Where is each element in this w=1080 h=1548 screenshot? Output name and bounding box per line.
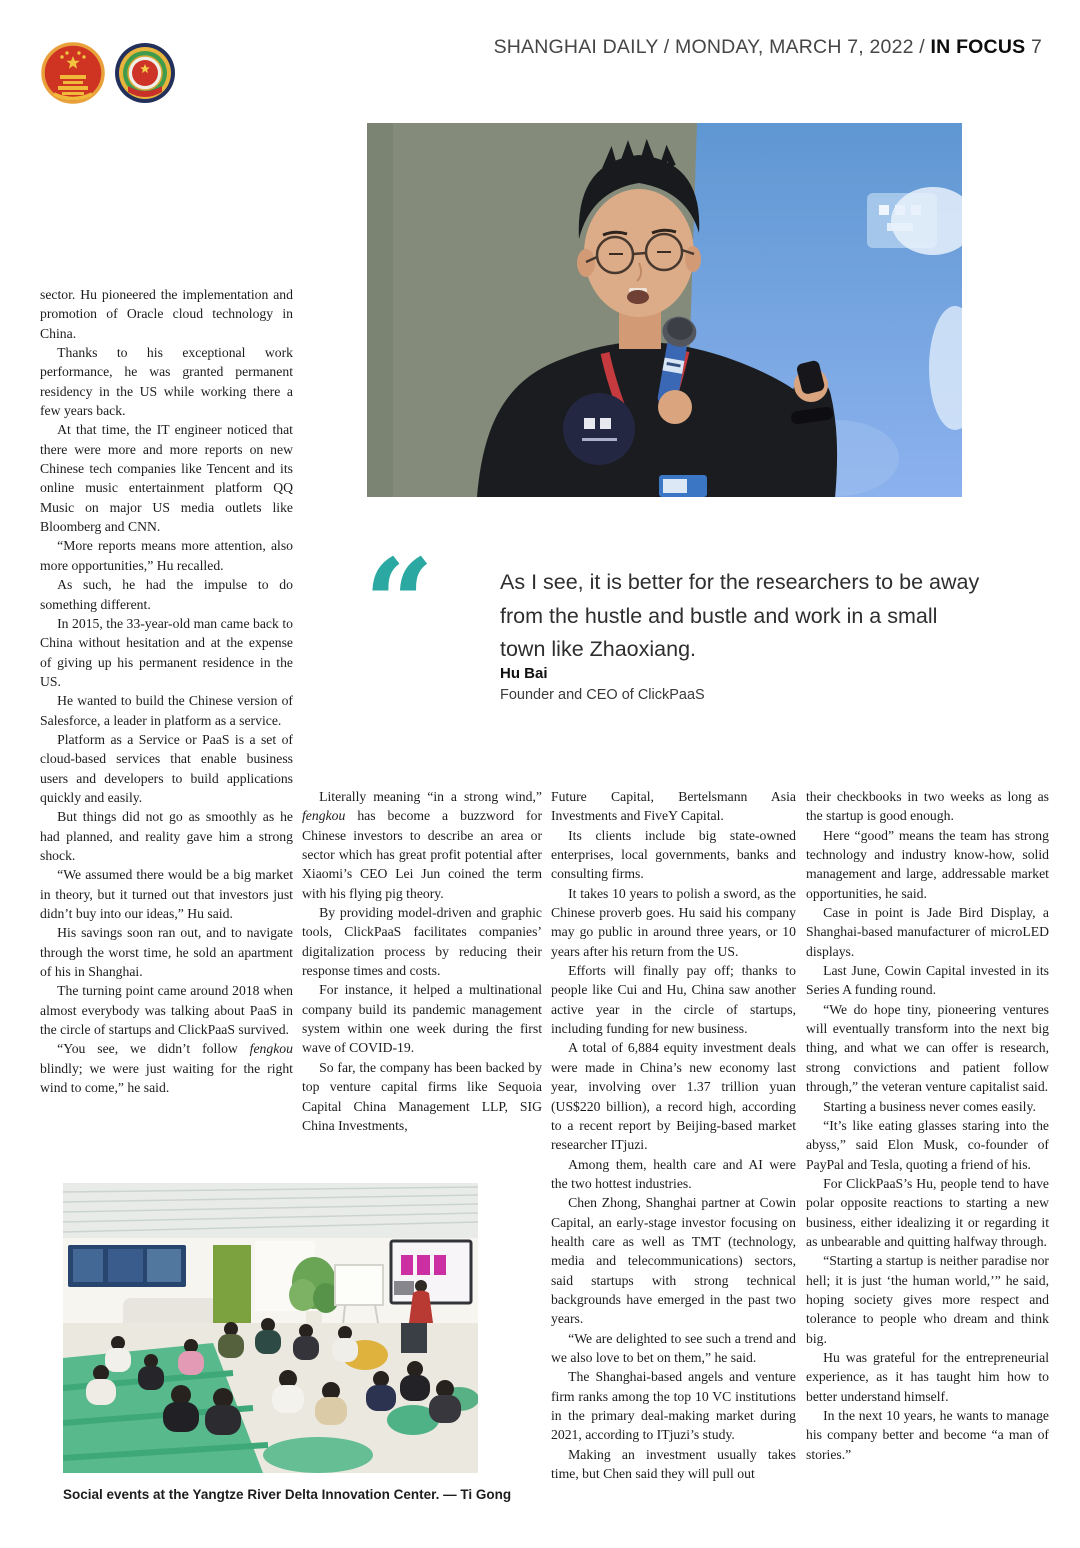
article-paragraph: their checkbooks in two weeks as long as the startup is good enough. [806,789,1049,824]
article-paragraph: Hu was grateful for the entrepreneurial experience, as it has taught him how to better understand himself. [806,1349,1049,1404]
masthead-date-text: SHANGHAI DAILY / MONDAY, MARCH 7, 2022 / [493,36,931,58]
cppcc-emblem-icon [112,42,178,111]
article-paragraph: “Starting a startup is neither paradise nor hell; it is just ‘the human world,’” he said, hoping society gives more respect and tolerance to people who dream and think big. [806,1253,1049,1346]
article-paragraph: “It’s like eating glasses staring into the abyss,” said Elon Musk, co-founder of PayPal and Tesla, quoting a friend of his. [806,1117,1049,1172]
article-paragraph: But things did not go as smoothly as he had planned, and reality gave him a strong shock. [40,809,293,863]
article-paragraph: The turning point came around 2018 when almost everybody was talking about PaaS in the circle of startups and ClickPaaS survived. [40,983,293,1038]
article-paragraph: “You see, we didn’t follow fengkou blindly; we were just waiting for the right wind to come,” he said. [40,1041,293,1096]
article-column-4 [806,787,1049,1464]
article-paragraph: “More reports means more attention, also more opportunities,” Hu recalled. [40,538,293,573]
main-photo [367,123,962,497]
article-paragraph: Literally meaning “in a strong wind,” fengkou has become a buzzword for Chinese investors to describe an area or sector which has great profit potential after Xiaomi’s CEO Lei Jun coined the term with his flying pig theory. [302,789,542,901]
prc-national-emblem-icon [40,42,106,111]
article-paragraph: Among them, health care and AI were the two hottest industries. [551,1156,796,1191]
whiteboard [335,1265,383,1305]
article-column-2 [302,787,542,1135]
article-paragraph: By providing model-driven and graphic tools, ClickPaaS facilitates companies’ digitalization process by reducing their response times and costs. [302,905,542,979]
quote-attribution-title: Founder and CEO of ClickPaaS [500,687,705,703]
article-paragraph: For ClickPaaS’s Hu, people tend to have polar opposite reactions to starting a new business, either idealizing it or regarding it as unbearable and quitting halfway through. [806,1175,1049,1249]
article-paragraph: Its clients include big state-owned enterprises, local governments, banks and consulting firms. [551,827,796,882]
section-title: IN FOCUS [930,36,1026,58]
article-paragraph: Future Capital, Bertelsmann Asia Investments and FiveY Capital. [551,789,796,824]
article-paragraph: His savings soon ran out, and to navigate through the worst time, he sold an apartment of his in Shanghai. [40,925,293,980]
photo-caption: Social events at the Yangtze River Delta Innovation Center. — Ti Gong [63,1487,512,1502]
article-paragraph: Thanks to his exceptional work performance, he was granted permanent residency in the US while working there a few years back. [40,345,293,419]
article-paragraph: Making an investment usually takes time, but Chen said they will pull out [551,1446,796,1482]
article-paragraph: A total of 6,884 equity investment deals were made in China’s new economy last year, involving over 1.37 trillion yuan (US$220 billion), a record high, according to a recent report by Beijing-based market researcher ITjuzi. [551,1040,796,1153]
article-paragraph: Efforts will finally pay off; thanks to people like Cui and Hu, China saw another active year in the circle of startups, including funding for new business. [551,963,796,1037]
article-paragraph: Chen Zhong, Shanghai partner at Cowin Capital, an early-stage investor focusing on health care as well as TMT (technology, media and telecommunications) sectors, said startups with strong technical backgrounds have emerged in the past two years. [551,1195,796,1327]
article-paragraph: sector. Hu pioneered the implementation and promotion of Oracle cloud technology in China. [40,287,293,341]
article-paragraph: The Shanghai-based angels and venture firm ranks among the top 10 VC institutions in the primary deal-making market during 2021, according to ITjuzi’s study. [551,1369,796,1443]
article-paragraph: Last June, Cowin Capital invested in its Series A funding round. [806,963,1049,998]
quote-mark-icon: “ [364,531,435,675]
speaker-mouth [627,290,649,304]
article-paragraph: “We do hope tiny, pioneering ventures will eventually transform into the next big thing, and what we can offer is research, strong convictions and patient follow through,” the veteran venture capitalist said. [806,1001,1049,1095]
article-paragraph: “We are delighted to see such a trend and we also love to bet on them,” he said. [551,1330,796,1365]
article-paragraph: In 2015, the 33-year-old man came back to China without hesitation and at the expense of giving up his permanent residence in the US. [40,615,293,689]
shirt-badge-patch [563,393,635,465]
quote-attribution-name: Hu Bai [500,665,548,682]
article-column-3 [551,787,796,1483]
article-column-1 [40,285,293,1097]
article-paragraph: As such, he had the impulse to do something different. [40,577,293,612]
article-paragraph: Starting a business never comes easily. [823,1098,1036,1114]
page-number: 7 [1025,36,1042,58]
bottom-photo [63,1183,478,1473]
article-paragraph: So far, the company has been backed by top venture capital firms like Sequoia Capital China Management LLP, SIG China Investments, [302,1059,542,1133]
article-paragraph: “We assumed there would be a big market in theory, but it turned out that investors just didn’t buy into our ideas,” Hu said. [40,867,293,921]
pull-quote-text: As I see, it is better for the researchers to be away from the hustle and bustle and work in a small town like Zhaoxiang. [500,570,980,661]
article-paragraph: Case in point is Jade Bird Display, a Shanghai-based manufacturer of microLED displays. [806,905,1049,959]
article-paragraph: At that time, the IT engineer noticed that there were more and more reports on new Chinese tech companies like Tencent and its online music entertainment platform QQ Music on major US media outlets like Bloomberg and CNN. [40,422,293,535]
article-paragraph: For instance, it helped a multinational company build its pandemic management system within one week during the first wave of COVID-19. [302,982,542,1056]
green-panel [213,1245,251,1325]
article-paragraph: He wanted to build the Chinese version of Salesforce, a leader in platform as a service. [40,693,293,728]
page-header [494,36,1042,59]
article-paragraph: Platform as a Service or PaaS is a set of cloud-based services that enable business users and developers to build applications quickly and easily. [40,731,293,805]
article-paragraph: In the next 10 years, he wants to manage his company better and become “a man of stories.” [806,1408,1049,1462]
article-paragraph: It takes 10 years to polish a sword, as the Chinese proverb goes. Hu said his company may go public in around three years, or 10 years after his return from the US. [551,885,796,959]
article-paragraph: Here “good” means the team has strong technology and industry know-how, solid management and large, addressable market opportunities, he said. [806,827,1049,901]
